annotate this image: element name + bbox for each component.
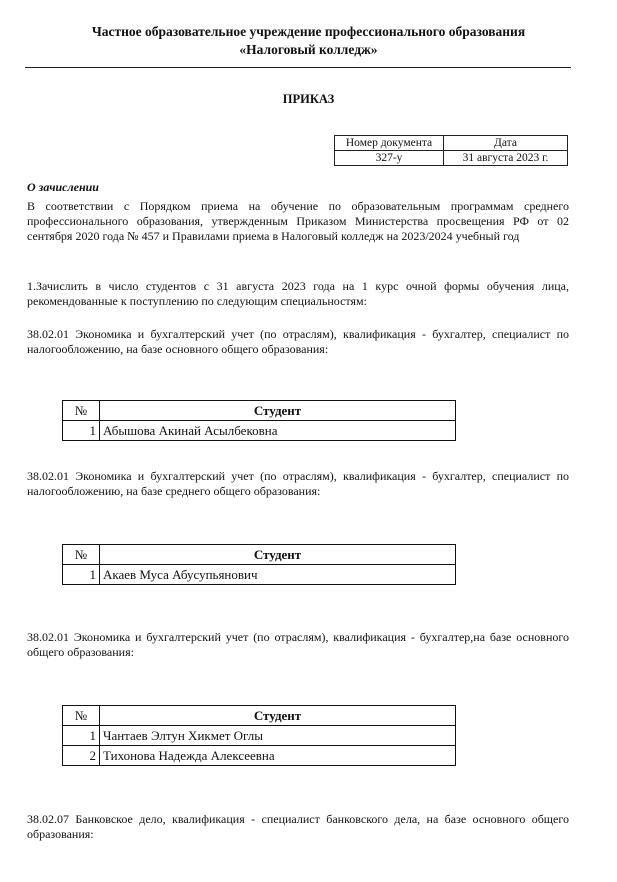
header-divider (25, 67, 571, 68)
date-value: 31 августа 2023 г. (444, 151, 568, 166)
table-row (63, 421, 456, 441)
specialty-section-2: 38.02.01 Экономика и бухгалтерский учет (по отраслям), квалификация - бухгалтер, специалист по налогообложению, на базе среднего общего образования: (27, 469, 569, 498)
student-name: Чантаев Элтун Хикмет Оглы (100, 726, 456, 746)
row-number: 2 (63, 746, 100, 766)
institution-header (20, 23, 597, 59)
student-name: Тихонова Надежда Алексеевна (100, 746, 456, 766)
students-table-3 (62, 705, 456, 766)
intro-paragraph: В соответствии с Порядком приема на обучение по образовательным программам среднего профессионального образования, утвержденным Приказом Министерства просвещения РФ от 02 сентября 2020 года № 457 и Правилами приема в Налоговый колледж на 2023/2024 учебный год (27, 199, 569, 243)
specialty-section-4: 38.02.07 Банковское дело, квалификация - специалист банковского дела, на базе основного общего образования: (27, 812, 569, 841)
students-table-1 (62, 400, 456, 441)
specialty-section-1: 38.02.01 Экономика и бухгалтерский учет (по отраслям), квалификация - бухгалтер, специалист по налогообложению, на базе основного общего образования: (27, 327, 569, 356)
table-row (63, 565, 456, 585)
clause-1: 1.Зачислить в число студентов с 31 августа 2023 года на 1 курс очной формы обучения лица, рекомендованные к поступлению по следующим специальностям: (27, 279, 569, 308)
college-name: «Налоговый колледж» (239, 42, 378, 57)
row-number: 1 (63, 565, 100, 585)
document-title: ПРИКАЗ (282, 92, 335, 106)
student-name: Абышова Акинай Асылбековна (100, 421, 456, 441)
col-student-header: Студент (100, 706, 456, 726)
col-num-header: № (63, 545, 100, 565)
row-number: 1 (63, 421, 100, 441)
document-meta-table (334, 135, 568, 166)
col-student-header: Студент (100, 401, 456, 421)
table-row (63, 746, 456, 766)
specialty-section-3: 38.02.01 Экономика и бухгалтерский учет (по отраслям), квалификация - бухгалтер,на базе основного общего образования: (27, 630, 569, 659)
students-table-2 (62, 544, 456, 585)
table-row (63, 726, 456, 746)
institution-name: Частное образовательное учреждение профессионального образования (91, 24, 526, 39)
student-name: Акаев Муса Абусупьянович (100, 565, 456, 585)
order-subject: О зачислении (27, 180, 99, 194)
col-student-header: Студент (100, 545, 456, 565)
col-num-header: № (63, 706, 100, 726)
doc-number-value: 327-у (335, 151, 444, 166)
doc-number-label: Номер документа (335, 136, 444, 151)
col-num-header: № (63, 401, 100, 421)
row-number: 1 (63, 726, 100, 746)
date-label: Дата (444, 136, 568, 151)
